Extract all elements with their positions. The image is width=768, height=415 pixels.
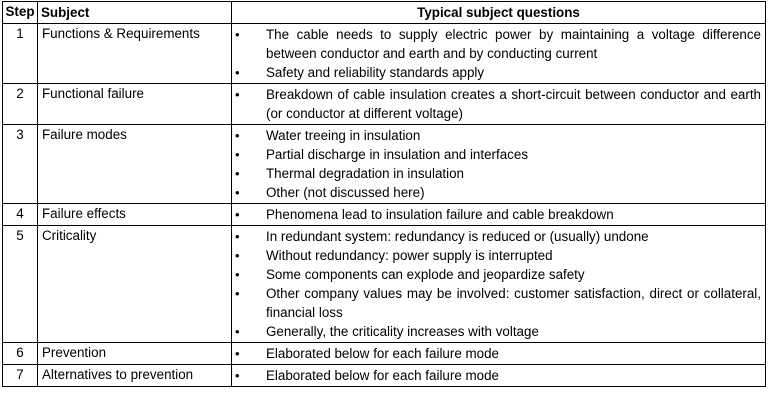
bullet-icon: •: [235, 27, 240, 42]
step-number: 6: [3, 343, 38, 365]
questions-cell: [232, 343, 766, 365]
questions-cell: [232, 125, 766, 204]
step-number: 3: [3, 125, 38, 204]
step-number: 2: [3, 84, 38, 125]
bullet-icon: •: [235, 286, 240, 301]
questions-cell: [232, 84, 766, 125]
bullet-icon: •: [235, 229, 240, 244]
question-item: [232, 366, 765, 385]
question-text: Safety and reliability standards apply: [266, 65, 485, 80]
table-row: [3, 226, 766, 343]
question-item: [232, 183, 765, 202]
bullet-icon: •: [235, 128, 240, 143]
questions-cell: [232, 24, 766, 84]
question-text: Elaborated below for each failure mode: [266, 346, 499, 361]
question-text: Phenomena lead to insulation failure and cable breakdown: [266, 207, 614, 222]
subject-cell: Criticality: [38, 226, 232, 343]
question-text: Breakdown of cable insulation creates a short-circuit between conductor and earth (or conductor at different voltage): [266, 87, 761, 121]
question-item: [232, 227, 765, 246]
question-text: The cable needs to supply electric power by maintaining a voltage difference between conductor and earth and by conducting current: [266, 27, 761, 61]
header-row: [3, 2, 766, 24]
step-number: 5: [3, 226, 38, 343]
question-item: [232, 126, 765, 145]
questions-cell: [232, 365, 766, 387]
table-row: [3, 84, 766, 125]
question-item: [232, 25, 765, 63]
questions-cell: [232, 204, 766, 226]
question-text: Some components can explode and jeopardize safety: [266, 267, 585, 282]
header-step: Step: [3, 2, 38, 24]
question-text: Thermal degradation in insulation: [266, 166, 465, 181]
question-text: Water treeing in insulation: [266, 128, 421, 143]
question-list: [232, 226, 765, 342]
question-item: [232, 322, 765, 341]
bullet-icon: •: [235, 267, 240, 282]
bullet-icon: •: [235, 185, 240, 200]
question-item: [232, 63, 765, 82]
question-text: Other company values may be involved: customer satisfaction, direct or collateral, financial loss: [266, 286, 761, 320]
table-body: [3, 24, 766, 387]
subject-cell: Prevention: [38, 343, 232, 365]
bullet-icon: •: [235, 87, 240, 102]
step-number: 1: [3, 24, 38, 84]
question-list: [232, 343, 765, 364]
question-item: [232, 205, 765, 224]
bullet-icon: •: [235, 166, 240, 181]
step-number: 7: [3, 365, 38, 387]
question-item: [232, 344, 765, 363]
header-questions: Typical subject questions: [232, 2, 766, 24]
table-row: [3, 365, 766, 387]
table-row: [3, 125, 766, 204]
question-item: [232, 284, 765, 322]
question-text: In redundant system: redundancy is reduced or (usually) undone: [266, 229, 649, 244]
subject-cell: Functional failure: [38, 84, 232, 125]
question-item: [232, 164, 765, 183]
table-row: [3, 204, 766, 226]
question-text: Other (not discussed here): [266, 185, 425, 200]
question-item: [232, 246, 765, 265]
header-subject: Subject: [38, 2, 232, 24]
question-text: Without redundancy: power supply is interrupted: [266, 248, 553, 263]
bullet-icon: •: [235, 324, 240, 339]
subject-cell: Failure modes: [38, 125, 232, 204]
bullet-icon: •: [235, 368, 240, 383]
table-row: [3, 343, 766, 365]
bullet-icon: •: [235, 147, 240, 162]
bullet-icon: •: [235, 346, 240, 361]
bullet-icon: •: [235, 207, 240, 222]
question-text: Generally, the criticality increases with voltage: [266, 324, 539, 339]
questions-cell: [232, 226, 766, 343]
question-list: [232, 84, 765, 124]
subject-cell: Alternatives to prevention: [38, 365, 232, 387]
subject-questions-table: [2, 1, 766, 387]
question-item: [232, 145, 765, 164]
table-row: [3, 24, 766, 84]
step-number: 4: [3, 204, 38, 226]
question-text: Elaborated below for each failure mode: [266, 368, 499, 383]
subject-cell: Failure effects: [38, 204, 232, 226]
subject-cell: Functions & Requirements: [38, 24, 232, 84]
bullet-icon: •: [235, 65, 240, 80]
bullet-icon: •: [235, 248, 240, 263]
question-item: [232, 265, 765, 284]
question-item: [232, 85, 765, 123]
question-list: [232, 365, 765, 386]
question-list: [232, 125, 765, 203]
question-text: Partial discharge in insulation and interfaces: [266, 147, 529, 162]
question-list: [232, 24, 765, 83]
question-list: [232, 204, 765, 225]
